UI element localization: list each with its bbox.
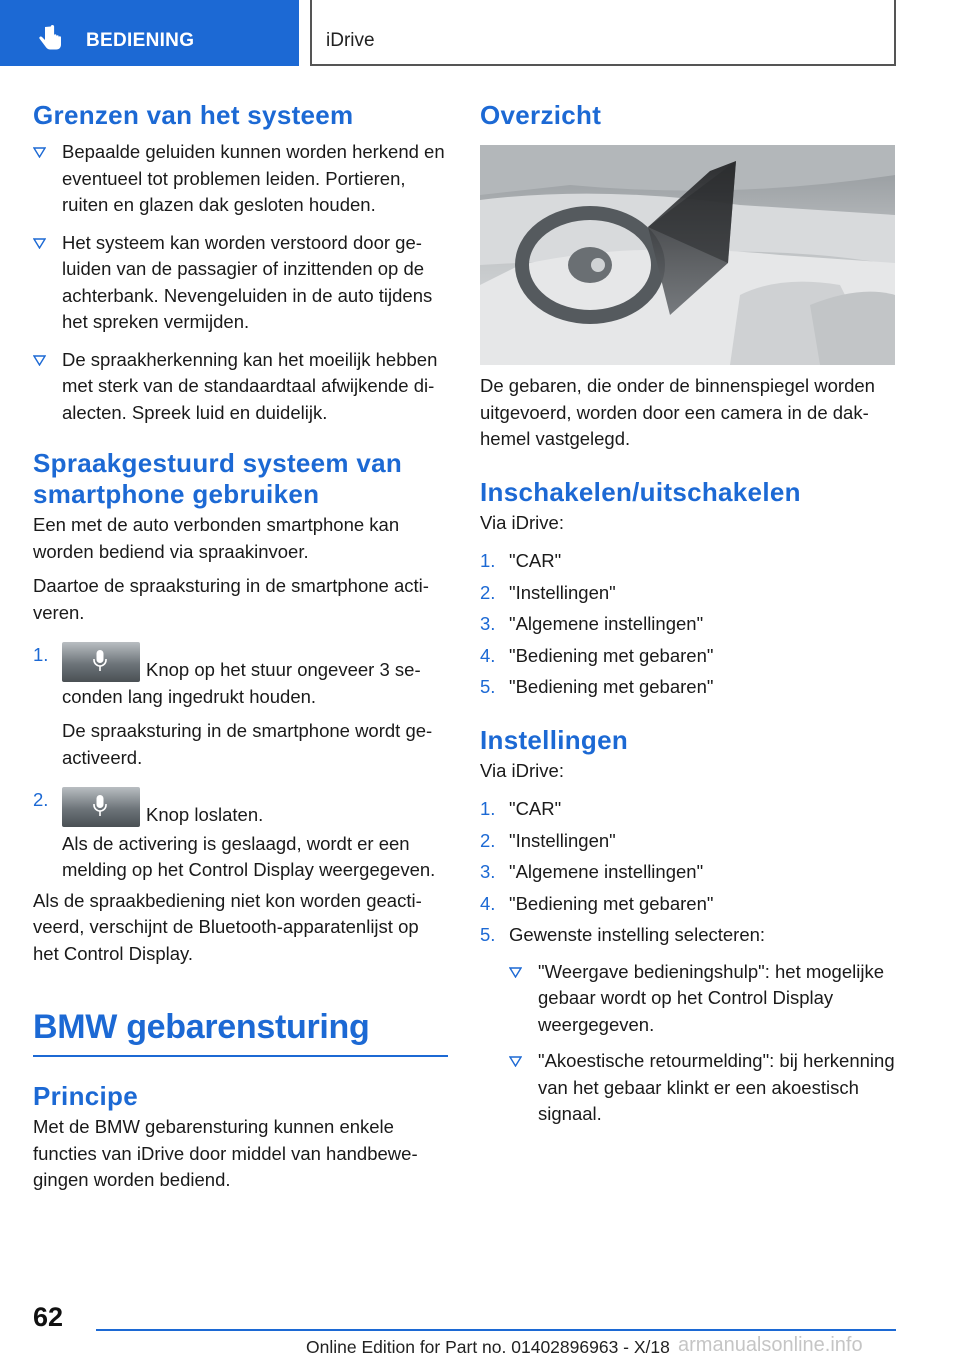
page-number: 62: [33, 1302, 64, 1332]
list-item-text: "Weergave bedieningshulp": het mogelijke gebaar wordt op het Control Display weergegeven.: [538, 960, 885, 1035]
list-item-text: "Akoestische retourmelding": bij herkenning van het gebaar klinkt er een akoestisch signaal.: [538, 1050, 895, 1124]
section-tab: [0, 0, 299, 66]
step-number: 1.: [480, 798, 496, 819]
left-column: [33, 100, 448, 1194]
paragraph: Als de spraakbediening niet kon worden geactiveerd, verschijnt de Bluetooth-apparatenlijst op het Control Display.: [33, 889, 422, 964]
paragraph: Daartoe de spraaksturing in de smartphone activeren.: [33, 575, 429, 623]
step-text: "Algemene instellingen": [509, 861, 704, 882]
instellingen-sub-list: [509, 959, 895, 1128]
step-text: Knop op het stuur ongeveer 3 seconden lang ingedrukt houden.: [62, 659, 421, 707]
list-item: [33, 230, 448, 336]
step-number: 1.: [33, 644, 49, 665]
list-item: [509, 1048, 895, 1128]
list-item: [33, 139, 448, 219]
step-item: [480, 891, 895, 918]
section-title-principe: Principe: [33, 1081, 138, 1111]
step-number: 5.: [480, 924, 496, 945]
edition-text: Online Edition for Part no. 01402896963 - X/18: [306, 1337, 670, 1357]
paragraph: Met de BMW gebarensturing kunnen enkele functies van iDrive door middel van handbewegingen worden bediend.: [33, 1116, 418, 1190]
step-item: [480, 580, 895, 607]
step-item: [480, 796, 895, 823]
step-number: 4.: [480, 892, 496, 914]
step-item: [480, 611, 895, 638]
step-item: [480, 674, 895, 701]
triangle-bullet-icon: [509, 967, 522, 978]
step-item: [33, 787, 448, 884]
footer-rule: [96, 1329, 896, 1331]
paragraph: De gebaren, die onder de binnenspiegel worden uitgevoerd, worden door een camera in de dakhemel vastgelegd.: [480, 375, 875, 449]
step-item: [480, 922, 895, 1128]
section-title-overzicht: Overzicht: [480, 100, 602, 130]
step-number: 4.: [480, 644, 496, 666]
instellingen-steps: [480, 796, 895, 1128]
step-item: [33, 642, 448, 771]
section-title-inschakelen: Inschakelen/uitschakelen: [480, 476, 801, 507]
grenzen-list: [33, 139, 448, 426]
section-title-spraak: Spraakgestuurd systeem van smartphone gebruiken: [33, 448, 403, 509]
step-number: 2.: [480, 581, 496, 603]
step-item: [480, 548, 895, 575]
paragraph: Een met de auto verbonden smartphone kan worden bediend via spraakinvoer.: [33, 514, 400, 562]
right-column: [480, 100, 895, 1128]
hand-pointer-icon: [36, 24, 66, 54]
step-number: 2.: [33, 789, 49, 810]
step-item: [480, 859, 895, 886]
list-item: [33, 347, 448, 427]
step-subtext: Als de activering is geslaagd, wordt er een melding op het Control Display weergegeven.: [62, 832, 436, 880]
step-text: "Algemene instellingen": [509, 613, 704, 634]
step-subtext: De spraaksturing in de smartphone wordt geactiveerd.: [62, 720, 433, 768]
step-text: "Instellingen": [509, 829, 616, 851]
list-item: [509, 959, 895, 1039]
step-number: 1.: [480, 550, 496, 571]
inschakelen-steps: [480, 548, 895, 701]
spraak-steps: [33, 642, 448, 884]
car-interior-photo: [480, 145, 895, 365]
step-item: [480, 828, 895, 855]
chapter-title: BMW gebarensturing: [33, 1008, 370, 1046]
triangle-bullet-icon: [33, 355, 46, 366]
chapter-rule: [33, 1055, 448, 1057]
microphone-button-icon: [62, 642, 140, 682]
list-item-text: De spraakherkenning kan het moeilijk hebben met sterk van de standaardtaal afwijkende dialecten. Spreek luid en duidelijk.: [62, 348, 438, 423]
step-number: 2.: [480, 829, 496, 851]
section-title-instellingen: Instellingen: [480, 724, 629, 755]
list-item-text: Bepaalde geluiden kunnen worden herkend en eventueel tot problemen leiden. Portieren, ruiten en glazen dak gesloten houden.: [62, 141, 445, 215]
list-item-text: Het systeem kan worden verstoord door geluiden van de passagier of inzittenden op de achterbank. Nevengeluiden in de auto tijdens het spreken vermijden.: [62, 231, 433, 332]
triangle-bullet-icon: [509, 1056, 522, 1067]
step-number: 3.: [480, 861, 496, 882]
step-text: Gewenste instelling selecteren:: [509, 924, 766, 945]
triangle-bullet-icon: [33, 147, 46, 158]
triangle-bullet-icon: [33, 238, 46, 249]
paragraph: Via iDrive:: [480, 511, 564, 533]
breadcrumb-label: iDrive: [326, 30, 375, 51]
watermark: armanualsonline.info: [678, 1334, 863, 1356]
step-text: "CAR": [509, 798, 562, 819]
step-text: "CAR": [509, 550, 562, 571]
section-label: BEDIENING: [86, 30, 195, 51]
step-number: 5.: [480, 676, 496, 697]
microphone-button-icon: [62, 787, 140, 827]
step-item: [480, 643, 895, 670]
step-text: "Bediening met gebaren": [509, 676, 714, 697]
step-text: "Instellingen": [509, 581, 616, 603]
step-text: "Bediening met gebaren": [509, 644, 714, 666]
step-text: Knop loslaten.: [146, 804, 264, 825]
paragraph: Via iDrive:: [480, 759, 564, 781]
step-number: 3.: [480, 613, 496, 634]
breadcrumb: [310, 0, 896, 66]
section-title-grenzen: Grenzen van het systeem: [33, 100, 354, 130]
step-text: "Bediening met gebaren": [509, 892, 714, 914]
